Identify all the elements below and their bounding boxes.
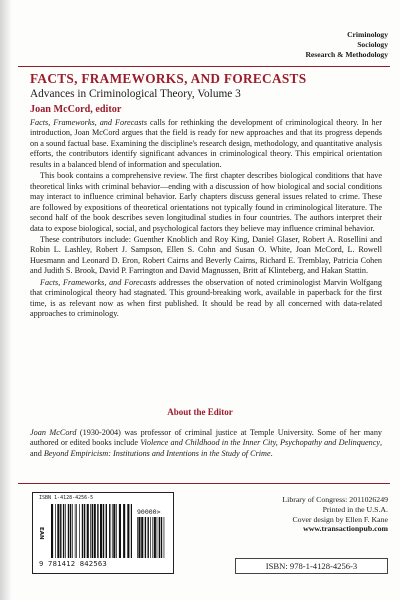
barcode-bar (141, 517, 143, 558)
publisher-info (238, 495, 388, 534)
editor-bio (30, 428, 382, 459)
category-item: Criminology (347, 30, 388, 39)
barcode-bars (51, 504, 132, 558)
barcode-bar (119, 504, 121, 558)
barcode-bar (112, 504, 113, 558)
barcode-bar (116, 504, 117, 558)
barcode-bar (79, 504, 80, 558)
barcode-bar (60, 504, 61, 558)
barcode-bar (127, 504, 129, 558)
ean-label: EAN (38, 527, 44, 540)
editor-credit: Joan McCord, editor (30, 104, 122, 115)
book-subtitle: Advances in Criminological Theory, Volume 3 (30, 88, 241, 100)
bottom-divider (18, 483, 390, 484)
publisher-url: www.transactionpub.com (303, 524, 388, 534)
category-item: Research & Methodology (305, 50, 388, 60)
barcode-bar (137, 517, 138, 558)
price-code: 90000> (137, 508, 161, 516)
barcode-bar (82, 504, 83, 558)
barcode-bar (57, 504, 59, 558)
bio-text: , and (30, 438, 383, 458)
description-block (30, 118, 382, 320)
barcode-bar (63, 504, 64, 558)
barcode-bar (76, 504, 77, 558)
barcode-bar (152, 517, 153, 558)
barcode-bar (92, 504, 93, 558)
barcode-bar (138, 517, 140, 558)
editor-name: Joan McCord (30, 428, 77, 437)
barcode-bar (113, 504, 115, 558)
barcode-bar (123, 504, 125, 558)
book-title-inline: Violence and Childhood in the Inner City, Psychopathy and Delinquency (140, 438, 380, 448)
isbn-box: ISBN: 978-1-4128-4256-3 (235, 558, 388, 574)
barcode-bar (164, 517, 165, 558)
barcode-bar (72, 504, 73, 558)
paragraph-text: calls for rethinking the development of criminological theory. In her introduction, Joan McCord argues that the field is ready for new approaches and that its progress depends on a sound factual base. Examining the discipline's research design, methodology, and quantitative analysis efforts, the contributors identify significant advances in criminological theory. This empirical orientation results in a balanced blend of information and speculation. (30, 118, 382, 169)
barcode-bar (55, 504, 56, 558)
barcode-bar (157, 517, 158, 558)
barcode-bar (97, 504, 98, 558)
barcode-bar (87, 504, 89, 558)
barcode-bar (148, 517, 149, 558)
barcode-bar (159, 517, 160, 558)
book-title-inline: Facts, Frameworks, and Forecasts (40, 277, 157, 287)
barcode-bar (145, 517, 146, 558)
barcode-digits: 9 781412 842563 (39, 559, 107, 568)
barcode-bar (154, 517, 156, 558)
book-title-inline: Beyond Empiricism: Institutions and Intentions in the Study of Crime (43, 448, 271, 458)
description-paragraph (30, 118, 382, 170)
barcode-bar (131, 504, 132, 558)
book-title: FACTS, FRAMEWORKS, AND FORECASTS (30, 71, 307, 86)
barcode (32, 492, 174, 574)
barcode-bar (65, 504, 66, 558)
paragraph-text: addresses the observation of noted criminologist Marvin Wolfgang that criminological theory had stagnated. This ground-breaking work, available in paperback for the first time, is as relevant now as when first published. It should be read by all concerned with data-related approaches to criminology. (30, 277, 382, 319)
barcode-bar (150, 517, 151, 558)
library-of-congress: Library of Congress: 2011026249 (282, 495, 388, 504)
barcode-bar (70, 504, 71, 558)
barcode-bar (75, 504, 76, 558)
printed-in: Printed in the U.S.A. (322, 504, 388, 514)
contributors-paragraph: These contributors include: Guenther Knoblich and Roy King, Daniel Glaser, Robert A. Rosellini and Robin L. Lashley, Robert J. Sampson, Ellen S. Cohn and Susan O. White, Joan McCord, L. Rowell Huesmann and Leonard D. Eron, Robert Cairns and Beverly Cairns, Richard E. Tremblay, Patricia Cohen and Judith S. Brook, David P. Farrington and David Magnussen, Britt af Klinteberg, and Hakan Stattin. (30, 234, 382, 276)
description-paragraph (30, 278, 382, 320)
barcode-bar (51, 504, 53, 558)
barcode-supplement-bars (137, 517, 167, 558)
book-title-inline: Facts, Frameworks, and Forecasts (30, 118, 148, 127)
barcode-bar (106, 504, 107, 558)
barcode-bar (90, 504, 91, 558)
top-divider (18, 66, 390, 67)
category-item: Sociology (357, 40, 388, 50)
about-editor-heading: About the Editor (167, 407, 233, 417)
barcode-bar (84, 504, 85, 558)
cover-design-credit: Cover design by Ellen F. Kane (292, 514, 388, 524)
barcode-bar (109, 504, 110, 558)
barcode-bar (94, 504, 96, 558)
barcode-bar (68, 504, 69, 558)
bio-text: . (270, 448, 273, 458)
bio-text: (1930-2004) was professor of criminal justice at Temple University. Some of her many authored or edited books include (30, 428, 383, 448)
barcode-bar (103, 504, 104, 558)
barcode-bar (161, 517, 162, 558)
barcode-isbn-label: ISBN 1-4128-4256-5 (39, 495, 94, 501)
category-list (305, 30, 388, 61)
barcode-bar (100, 504, 102, 558)
description-paragraph: This book contains a comprehensive review. The first chapter describes biological conditions that have theoretical links with criminal behavior—ending with a discussion of how biological and social conditions may interact to influence criminal behavior. Early chapters discuss general issues related to crime. These are followed by expositions of theoretical orientations not typically found in criminological literature. The second half of the book describes seven longitudinal studies in four countries. The authors interpret their data to expose biological, social, and psychological factors they believe may influence criminal behavior. (30, 171, 382, 233)
